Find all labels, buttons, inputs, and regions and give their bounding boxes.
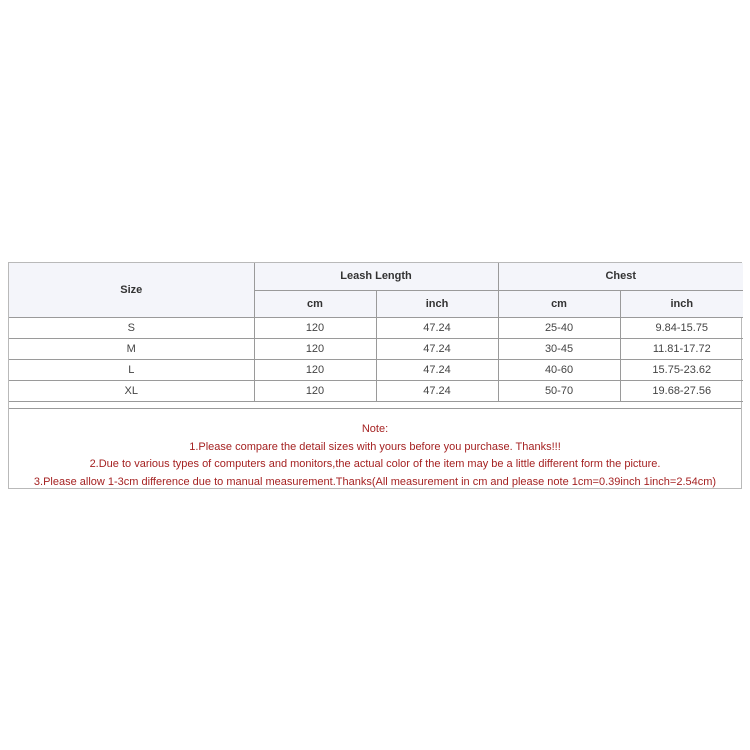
note-line-2: 2.Due to various types of computers and monitors,the actual color of the item may be a little different form the picture. — [89, 458, 661, 470]
note-line-3: 3.Please allow 1-3cm difference due to manual measurement.Thanks(All measurement in cm and please note 1cm=0.39inch 1inch=2.54cm) — [33, 475, 717, 488]
size-chart — [8, 262, 742, 489]
size-header: Size — [9, 263, 254, 317]
size-cell: L — [9, 359, 254, 380]
size-cell: S — [9, 317, 254, 338]
leash-inch-header: inch — [376, 290, 498, 317]
chest-inch-cell: 19.68-27.56 — [620, 380, 743, 401]
leash-cm-cell: 120 — [254, 317, 376, 338]
chest-cm-cell: 40-60 — [498, 359, 620, 380]
chest-cm-cell: 30-45 — [498, 338, 620, 359]
chest-inch-cell: 15.75-23.62 — [620, 359, 743, 380]
size-cell: XL — [9, 380, 254, 401]
leash-cm-cell: 120 — [254, 380, 376, 401]
leash-inch-cell: 47.24 — [376, 359, 498, 380]
leash-length-header: Leash Length — [254, 263, 498, 290]
table-row — [9, 380, 743, 401]
note-title: Note: — [361, 423, 389, 435]
leash-cm-header: cm — [254, 290, 376, 317]
table-row — [9, 359, 743, 380]
chest-inch-cell: 9.84-15.75 — [620, 317, 743, 338]
chest-inch-cell: 11.81-17.72 — [620, 338, 743, 359]
chest-inch-header: inch — [620, 290, 743, 317]
leash-inch-cell: 47.24 — [376, 380, 498, 401]
chest-cm-cell: 50-70 — [498, 380, 620, 401]
chest-header: Chest — [498, 263, 743, 290]
leash-inch-cell: 47.24 — [376, 338, 498, 359]
notes-section — [9, 408, 741, 491]
leash-cm-cell: 120 — [254, 338, 376, 359]
leash-inch-cell: 47.24 — [376, 317, 498, 338]
table-row — [9, 338, 743, 359]
chest-cm-header: cm — [498, 290, 620, 317]
table-row — [9, 317, 743, 338]
size-cell: M — [9, 338, 254, 359]
chest-cm-cell: 25-40 — [498, 317, 620, 338]
note-line-1: 1.Please compare the detail sizes with yours before you purchase. Thanks!!! — [189, 440, 561, 453]
size-table — [9, 263, 743, 402]
leash-cm-cell: 120 — [254, 359, 376, 380]
